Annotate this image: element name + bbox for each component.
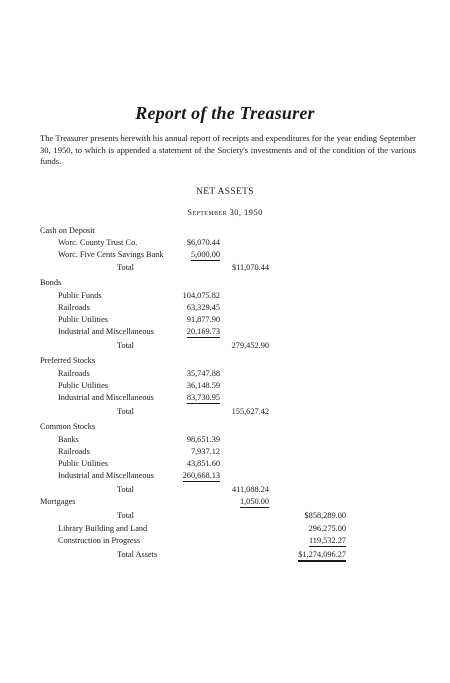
row-label: Worc. County Trust Co.	[58, 238, 138, 247]
row-label: Industrial and Miscellaneous	[58, 327, 154, 336]
row-label: Construction in Progress	[58, 536, 141, 545]
row-label: Public Utilities	[58, 459, 109, 468]
total-row	[0, 262, 450, 273]
bonds-section-heading	[0, 277, 450, 288]
row-amount: 7,937.12	[190, 447, 220, 456]
total-row	[0, 484, 450, 495]
row-label: Industrial and Miscellaneous	[58, 471, 154, 480]
total-label: Total	[117, 485, 134, 494]
grand-total-row	[0, 510, 450, 521]
row-label: Railroads	[58, 369, 90, 378]
statement-date: September 30, 1950	[187, 207, 263, 217]
row-label: Railroads	[58, 303, 90, 312]
table-row	[0, 380, 450, 391]
section-label: Common Stocks	[40, 422, 96, 431]
row-amount: 63,329.45	[186, 303, 220, 312]
row-label: Library Building and Land	[58, 524, 148, 533]
total-row	[0, 340, 450, 351]
table-row	[0, 326, 450, 337]
row-amount: 98,651.39	[186, 435, 220, 444]
row-amount: $6,070.44	[186, 238, 220, 247]
row-amount: 91,877.90	[186, 315, 220, 324]
row-amount: 36,148.59	[186, 381, 220, 390]
cash-section-heading	[0, 225, 450, 236]
row-amount: 5,000.00	[190, 250, 220, 259]
table-row	[0, 392, 450, 403]
table-row	[0, 237, 450, 248]
row-label: Public Utilities	[58, 315, 109, 324]
total-label: Total	[117, 511, 134, 520]
row-amount: 43,851.60	[186, 459, 220, 468]
table-row	[0, 302, 450, 313]
table-row	[0, 368, 450, 379]
row-amount: 83,730.95	[186, 393, 220, 402]
table-row	[0, 446, 450, 457]
total-amount: 411,088.24	[231, 485, 269, 494]
preferred-section-heading	[0, 355, 450, 366]
row-amount: 260,668.13	[182, 471, 220, 480]
row-amount: 119,532.27	[308, 536, 346, 545]
total-label: Total	[117, 407, 134, 416]
row-amount: 1,050.00	[239, 497, 269, 506]
library-row	[0, 523, 450, 534]
row-label: Banks	[58, 435, 79, 444]
row-amount: 20,169.73	[186, 327, 220, 336]
row-label: Railroads	[58, 447, 90, 456]
row-label: Worc. Five Cents Savings Bank	[58, 250, 164, 259]
mortgages-row	[0, 496, 450, 507]
row-amount: 35,747.88	[186, 369, 220, 378]
section-label: Preferred Stocks	[40, 356, 96, 365]
table-row	[0, 249, 450, 260]
table-row	[0, 434, 450, 445]
construction-row	[0, 535, 450, 546]
row-label: Public Funds	[58, 291, 102, 300]
row-label: Public Utilities	[58, 381, 109, 390]
total-amount: $1,274,096.27	[298, 549, 346, 562]
intro-paragraph: The Treasurer presents herewith his annual report of receipts and expenditures for the year ending September 30, 1950, to which is appended a statement of the Society's investments and of the condition of the various funds.	[40, 133, 416, 166]
table-row	[0, 458, 450, 469]
row-amount: 296,275.00	[308, 524, 346, 533]
total-row	[0, 406, 450, 417]
table-row	[0, 290, 450, 301]
net-assets-heading: NET ASSETS	[196, 187, 254, 197]
total-amount: 155,627.42	[231, 407, 269, 416]
section-label: Cash on Deposit	[40, 226, 95, 235]
row-label: Industrial and Miscellaneous	[58, 393, 154, 402]
total-amount: 279,452.90	[231, 341, 269, 350]
total-label: Total	[117, 341, 134, 350]
report-title: Report of the Treasurer	[135, 103, 315, 123]
section-label: Bonds	[40, 278, 62, 287]
total-amount: $11,070.44	[231, 263, 269, 272]
section-label: Mortgages	[40, 497, 76, 506]
total-label: Total	[117, 263, 134, 272]
table-row	[0, 470, 450, 481]
row-amount: 104,075.82	[182, 291, 220, 300]
total-label: Total Assets	[117, 550, 158, 559]
total-amount: $858,289.00	[304, 511, 346, 520]
total-assets-row	[0, 549, 450, 560]
common-section-heading	[0, 421, 450, 432]
table-row	[0, 314, 450, 325]
